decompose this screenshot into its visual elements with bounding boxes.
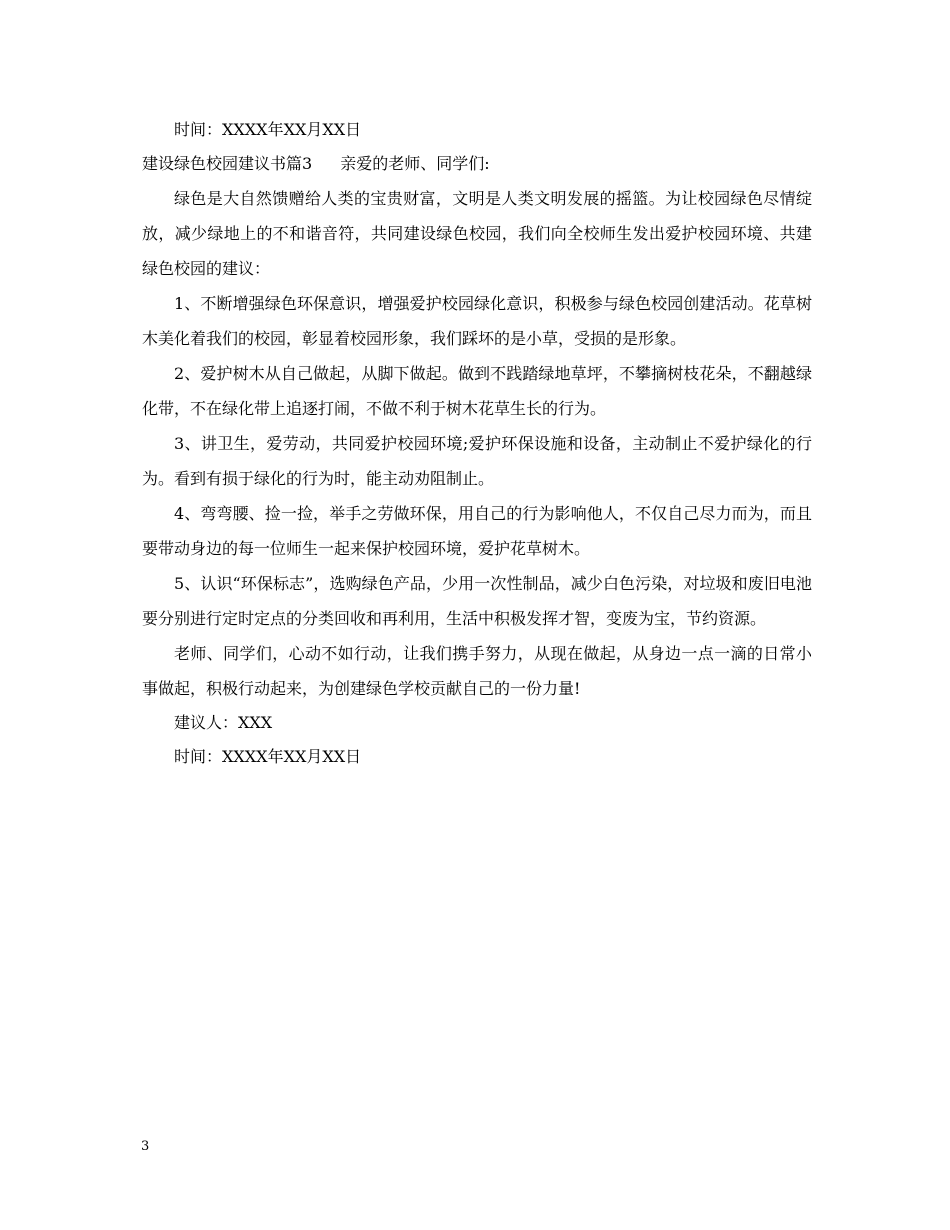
paragraph-item-5: 5、认识“环保标志”，选购绿色产品，少用一次性制品，减少白色污染，对垃圾和废旧电池要分别进行定时定点的分类回收和再利用，生活中积极发挥才智，变废为宝，节约资源。	[142, 574, 812, 628]
top-date-line: 时间：XXXX年XX月XX日	[174, 120, 362, 139]
paragraph-closing: 老师、同学们，心动不如行动，让我们携手努力，从现在做起，从身边一点一滴的日常小事做起，积极行动起来，为创建绿色学校贡献自己的一份力量!	[142, 644, 812, 698]
proposer-line: 建议人：XXX	[174, 713, 273, 732]
greeting: 亲爱的老师、同学们:	[340, 154, 490, 173]
paragraph-item-3: 3、讲卫生，爱劳动，共同爱护校园环境;爱护环保设施和设备，主动制止不爱护绿化的行为。看到有损于绿化的行为时，能主动劝阻制止。	[142, 434, 812, 488]
paragraph-item-1: 1、不断增强绿色环保意识，增强爱护校园绿化意识，积极参与绿色校园创建活动。花草树木美化着我们的校园，彰显着校园形象，我们踩坏的是小草，受损的是形象。	[142, 294, 812, 348]
paragraph-intro: 绿色是大自然馈赠给人类的宝贵财富，文明是人类文明发展的摇篮。为让校园绿色尽情绽放，减少绿地上的不和谐音符，共同建设绿色校园，我们向全校师生发出爱护校园环境、共建绿色校园的建议：	[142, 189, 812, 278]
paragraph-item-2: 2、爱护树木从自己做起，从脚下做起。做到不践踏绿地草坪，不攀摘树枝花朵，不翻越绿化带，不在绿化带上追逐打闹，不做不利于树木花草生长的行为。	[142, 364, 812, 418]
paragraph-item-4: 4、弯弯腰、捡一捡，举手之劳做环保，用自己的行为影响他人，不仅自己尽力而为，而且要带动身边的每一位师生一起来保护校园环境，爱护花草树木。	[142, 504, 812, 558]
document-heading: 建设绿色校园建议书篇3	[142, 154, 313, 173]
bottom-date-line: 时间：XXXX年XX月XX日	[174, 747, 362, 766]
page-number: 3	[141, 1139, 150, 1154]
heading-line	[142, 147, 812, 181]
document-body	[142, 113, 812, 774]
